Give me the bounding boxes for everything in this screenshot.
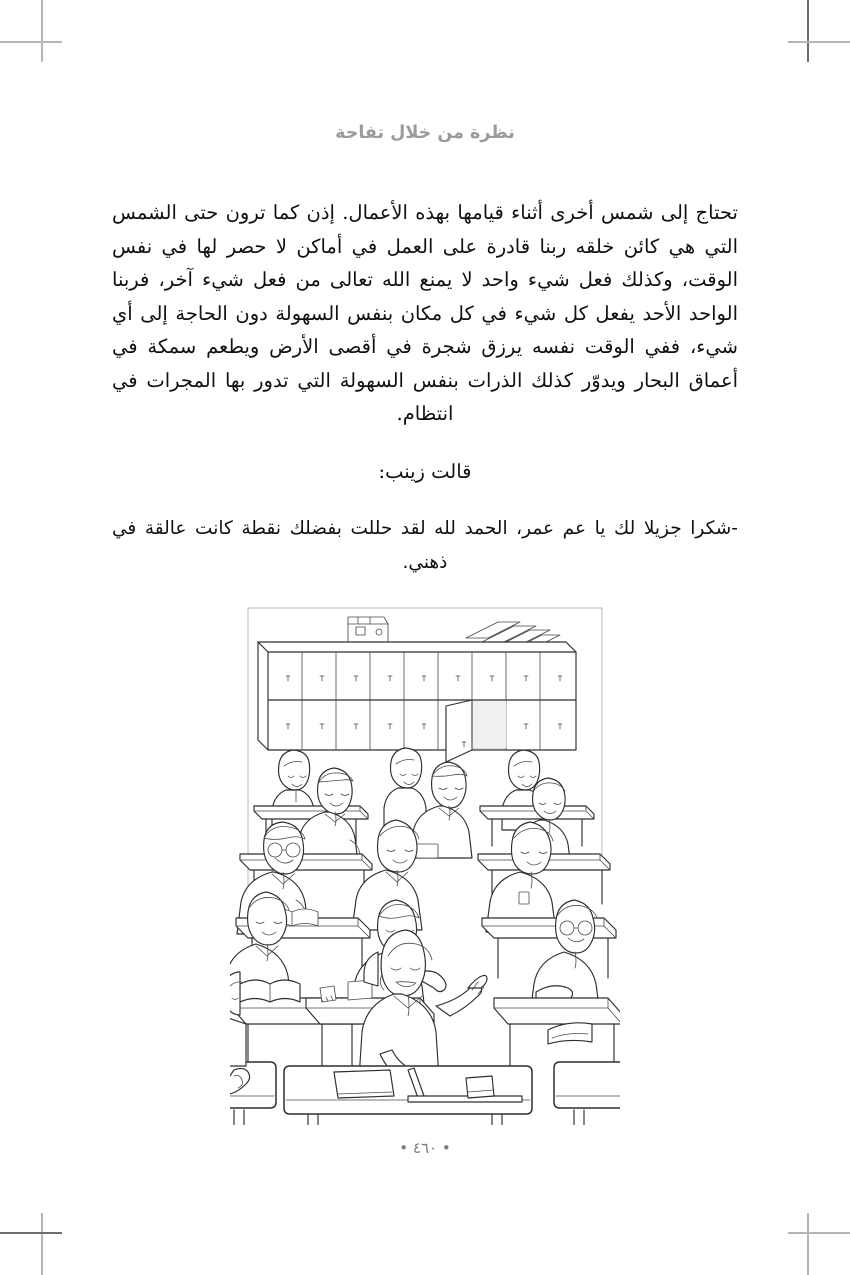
desk-foreground-front bbox=[284, 1066, 532, 1125]
desk-right-front bbox=[554, 1062, 620, 1125]
crop-mark-bottom-left-horizontal bbox=[0, 1232, 62, 1234]
crop-mark-top-right-horizontal bbox=[788, 41, 850, 43]
student-back-left bbox=[272, 750, 314, 832]
crop-mark-top-right-vertical bbox=[807, 0, 809, 62]
crop-mark-top-left-vertical bbox=[41, 0, 43, 62]
desk-left-front bbox=[230, 1062, 276, 1125]
classroom-illustration bbox=[230, 600, 620, 1125]
crop-mark-top-left-horizontal bbox=[0, 41, 62, 43]
locker-cabinet bbox=[258, 617, 576, 762]
crop-mark-bottom-right-horizontal bbox=[788, 1232, 850, 1234]
illustration-container bbox=[0, 600, 850, 1125]
crop-mark-bottom-right-vertical bbox=[807, 1213, 809, 1275]
speaker-line: قالت زينب: bbox=[378, 459, 472, 483]
page-number: • ٤٦٠ • bbox=[399, 1139, 451, 1157]
dialogue-line: -شكرا جزيلا لك يا عم عمر، الحمد لله لقد حللت بفضلك نقطة كانت عالقة في ذهني. bbox=[112, 518, 738, 573]
crop-mark-bottom-left-vertical bbox=[41, 1213, 43, 1275]
running-head: نظرة من خلال تفاحة bbox=[335, 123, 515, 143]
paragraph-main: تحتاج إلى شمس أخرى أثناء قيامها بهذه الأعمال. إذن كما ترون حتى الشمس التي هي كائن خلقه ربنا قادرة على العمل في أماكن لا حصر لها في نفس الوقت، وكذلك فعل شيء واحد لا يمنع الله تعالى من فعل شيء آخر، فربنا الواحد الأحد يفعل كل شيء في كل مكان بنفس السهولة دون الحاجة إلى أي شيء، ففي الوقت نفسه يرزق شجرة في أقصى الأرض ويطعم سمكة في أعماق البحار ويدوّر كذلك الذرات بنفس السهولة التي تدور بها المجرات في انتظام. bbox=[112, 201, 738, 425]
student-r2-hijab-right bbox=[486, 822, 556, 932]
text-block bbox=[112, 196, 738, 580]
student-right-arm bbox=[548, 1023, 592, 1044]
